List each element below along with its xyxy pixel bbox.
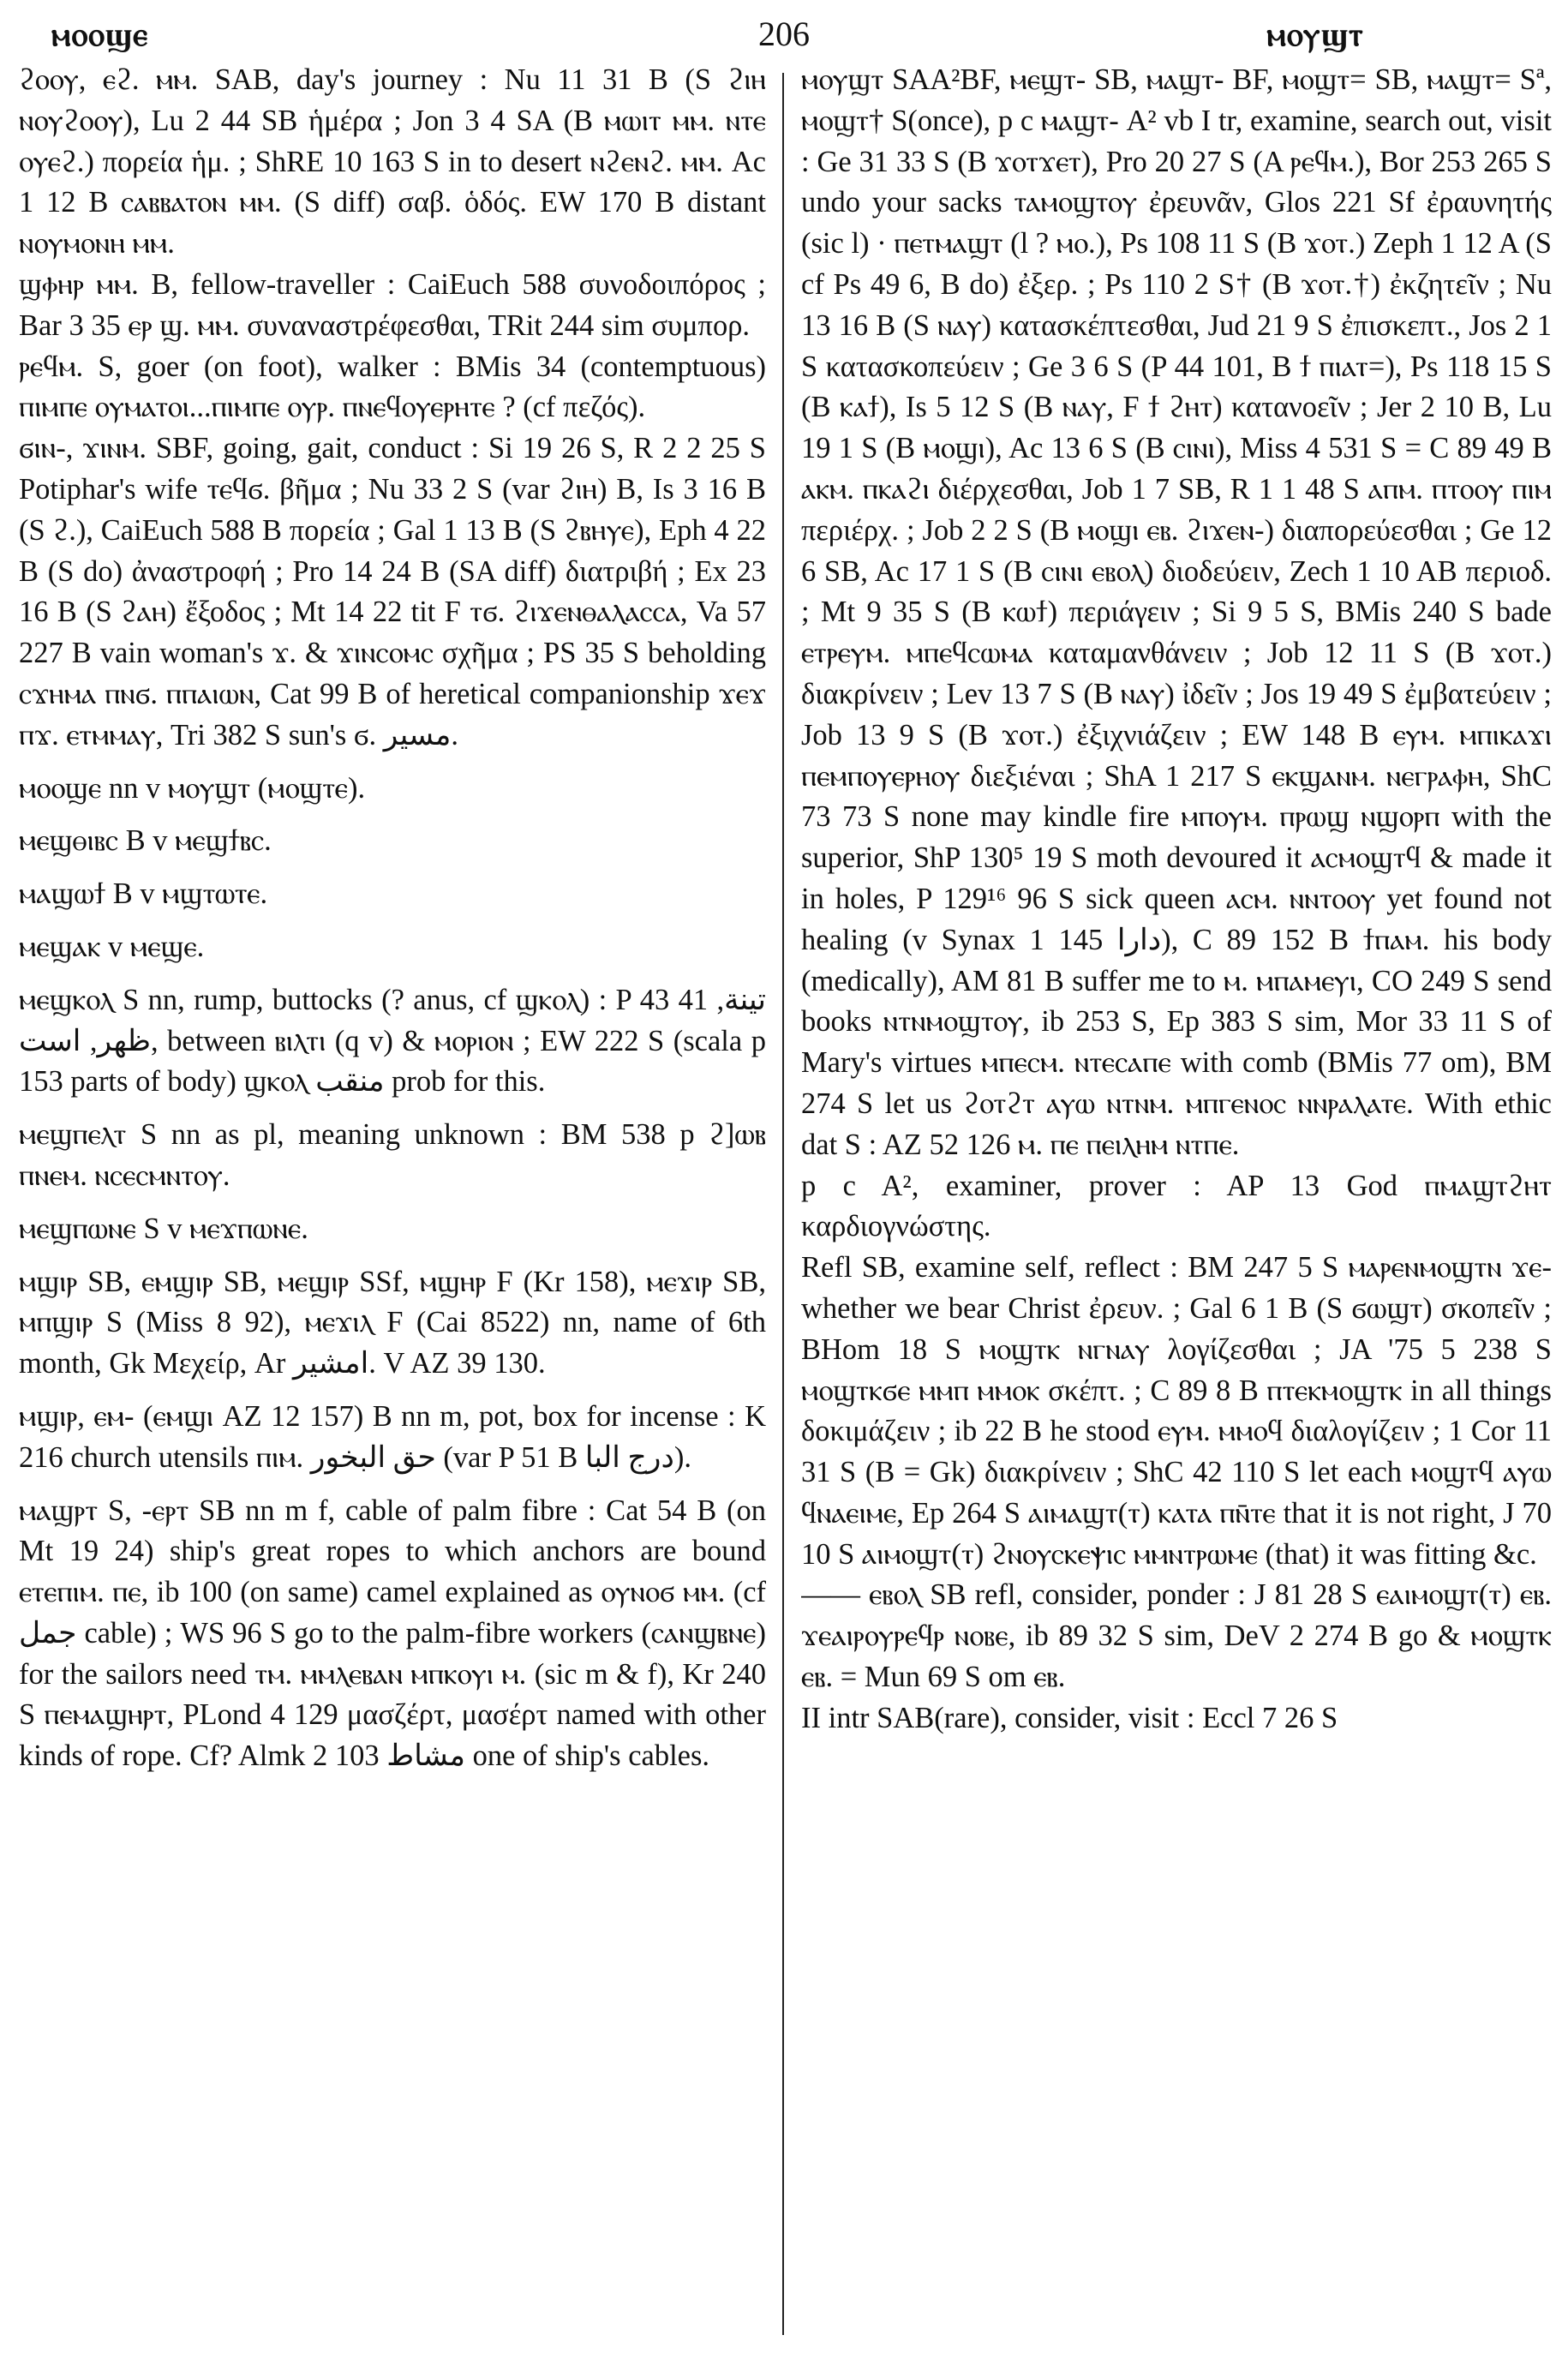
dictionary-entry: ⲙϣⲓⲣ, ⲉⲙ- (ⲉⲙϣⲓ AZ 12 157) B nn m, pot, box for incense : K 216 church utensils ⲡⲓⲙ. حق البخور (var P 51 B درج البا). xyxy=(19,1399,766,1474)
dictionary-entry: ⲙⲁϣⲱϯ B v ⲙϣⲧⲱⲧⲉ. xyxy=(19,877,268,911)
dictionary-entry: ⲙⲉϣⲡⲱⲛⲉ S v ⲙⲉϫⲡⲱⲛⲉ. xyxy=(19,1212,308,1245)
dictionary-entry: ϩⲟⲟⲩ, ⲉϩ. ⲙⲙ. SAB, day's journey : Nu 11 31 B (S ϩⲓⲏ ⲛⲟⲩϩⲟⲟⲩ), Lu 2 44 SB ἡμέρα ; Jon 3 4 SA (B ⲙⲱⲓⲧ ⲙⲙ. ⲛⲧⲉ ⲟⲩⲉϩ.) πορεία ἡμ. ; ShRE 10 163 S in to desert ⲛϩⲉⲛϩ. ⲙⲙ. Ac 1 12 B ⲥⲁⲃⲃⲁⲧⲟⲛ ⲙⲙ. (S diff) σαβ. ὁδός. EW 170 B distant ⲛⲟⲩⲙⲟⲛⲏ ⲙⲙ. xyxy=(19,63,766,260)
dictionary-entry: ⲙϣⲓⲣ SB, ⲉⲙϣⲓⲣ SB, ⲙⲉϣⲓⲣ SSf, ⲙϣⲏⲣ F (Kr 158), ⲙⲉϫⲓⲣ SB, ⲙⲡϣⲓⲣ S (Miss 8 92), ⲙⲉϫⲓⲗ F (Cai 8522) nn, name of 6th month, Gk Μεχείρ, Ar امشير. V AZ 39 130. xyxy=(19,1265,766,1380)
dictionary-entry: ϣⲫⲏⲣ ⲙⲙ. B, fellow-traveller : CaiEuch 588 συνοδοιπόρος ; Bar 3 35 ⲉⲣ ϣ. ⲙⲙ. συναναστρέφεσθαι, TRit 244 sim συμπορ. xyxy=(19,267,766,342)
column-divider xyxy=(782,73,784,2335)
left-column xyxy=(19,60,766,2356)
dictionary-entry: ⲙⲉϣⲕⲟⲗ S nn, rump, buttocks (? anus, cf ϣⲕⲟⲗ) : P 43 41 تينة, ظهر, است, between ⲃⲓⲗⲧⲓ (q v) & ⲙⲟⲣⲓⲟⲛ ; EW 222 S (scala p 153 parts of body) ϣⲕⲟⲗ منقب prob for this. xyxy=(19,983,766,1099)
dictionary-entry: II intr SAB(rare), consider, visit : Eccl 7 26 S xyxy=(801,1701,1338,1734)
dictionary-entry: ⲙⲟⲩϣⲧ SAA²BF, ⲙⲉϣⲧ- SB, ⲙⲁϣⲧ- BF, ⲙⲟϣⲧ= SB, ⲙⲁϣⲧ= Sª, ⲙⲟϣⲧ† S(once), p c ⲙⲁϣⲧ- A² vb I tr, examine, search out, visit : Ge 31 33 S (B ϫⲟⲧϫⲉⲧ), Pro 20 27 S (A ⲣⲉϥⲙ.), Bor 253 265 S undo your sacks ⲧⲁⲙⲟϣⲧⲟⲩ ἐρευνᾶν, Glos 221 Sf ἐραυνητής (sic l) · ⲡⲉⲧⲙⲁϣⲧ (l ? ⲙⲟ.), Ps 108 11 S (B ϫⲟⲧ.) Zeph 1 12 A (S cf Ps 49 6, B do) ἐξερ. ; Ps 110 2 S† (B ϫⲟⲧ.†) ἐκζητεῖν ; Nu 13 16 B (S ⲛⲁⲩ) κατασκέπτεσθαι, Jud 21 9 S ἐπισκεπτ., Jos 2 1 S κατασκοπεύειν ; Ge 3 6 S (P 44 101, B ϯ ⲡⲓⲁⲧ=), Ps 118 15 S (B ⲕⲁϯ), Is 5 12 S (B ⲛⲁⲩ, F ϯ ϩⲏⲧ) κατανοεῖν ; Jer 2 10 B, Lu 19 1 S (B ⲙⲟϣⲓ), Ac 13 6 S (B ⲥⲓⲛⲓ), Miss 4 531 S = C 89 49 B ⲁⲕⲙ. ⲡⲕⲁϩⲓ διέρχεσθαι, Job 1 7 SB, R 1 1 48 S ⲁⲡⲙ. ⲡⲧⲟⲟⲩ ⲡⲓⲙ περιέρχ. ; Job 2 2 S (B ⲙⲟϣⲓ ⲉⲃ. ϩⲓϫⲉⲛ-) διαπορεύεσθαι ; Ge 12 6 SB, Ac 17 1 S (B ⲥⲓⲛⲓ ⲉⲃⲟⲗ) διοδεύειν, Zech 1 10 AB περιοδ. ; Mt 9 35 S (B ⲕⲱϯ) περιάγειν ; Si 9 5 S, BMis 240 S bade ⲉⲧⲣⲉⲩⲙ. ⲙⲡⲉϥⲥⲱⲙⲁ καταμανθάνειν ; Job 12 11 S (B ϫⲟⲧ.) διακρίνειν ; Lev 13 7 S (B ⲛⲁⲩ) ἰδεῖν ; Jos 19 49 S ἐμβατεύειν ; Job 13 9 S (B ϫⲟⲧ.) ἐξιχνιάζειν ; EW 148 B ⲉⲩⲙ. ⲙⲡⲓⲕⲁϫⲓ ⲡⲉⲙⲡⲟⲩⲉⲣⲏⲟⲩ διεξιέναι ; ShA 1 217 S ⲉⲕϣⲁⲛⲙ. ⲛⲉⲅⲣⲁⲫⲏ, ShC 73 73 S none may kindle fire ⲙⲡⲟⲩⲙ. ⲡⲣⲱϣ ⲛϣⲟⲣⲡ with the superior, ShP 130⁵ 19 S moth devoured it ⲁⲥⲙⲟϣⲧϥ & made it in holes, P 129¹⁶ 96 S sick queen ⲁⲥⲙ. ⲛⲛⲧⲟⲟⲩ yet found not healing (v Synax 1 145 دارا), C 89 152 B ϯⲡⲁⲙ. his body (medically), AM 81 B suffer me to ⲙ. ⲙⲡⲁⲙⲉⲩⲓ, CO 249 S send books ⲛⲧⲛⲙⲟϣⲧⲟⲩ, ib 253 S, Ep 383 S sim, Mor 33 11 S of Mary's virtues ⲙⲡⲉⲥⲙ. ⲛⲧⲉⲥⲁⲡⲉ with comb (BMis 77 om), BM 274 S let us ϩⲟⲧϩⲧ ⲁⲩⲱ ⲛⲧⲛⲙ. ⲙⲡⲅⲉⲛⲟⲥ ⲛⲛⲣⲁⲗⲁⲧⲉ. With ethic dat S : AZ 52 126 ⲙ. ⲡⲉ ⲡⲉⲓⲗⲏⲙ ⲛⲧⲡⲉ. xyxy=(801,63,1552,1161)
dictionary-entry: ⲙⲉϣⲑⲓⲃⲥ B v ⲙⲉϣϯⲃⲥ. xyxy=(19,824,272,858)
dictionary-entry: ⲙⲁϣⲣⲧ S, -ⲉⲣⲧ SB nn m f, cable of palm fibre : Cat 54 B (on Mt 19 24) ship's great ropes to which anchors are bound ⲉⲧⲉⲡⲓⲙ. ⲡⲉ, ib 100 (on same) camel explained as ⲟⲩⲛⲟϭ ⲙⲙ. (cf جمل cable) ; WS 96 S go to the palm-fibre workers (ⲥⲁⲛϣⲃⲛⲉ) for the sailors need ⲧⲙ. ⲙⲙⲗⲉⲃⲁⲛ ⲙⲡⲕⲟⲩⲓ ⲙ. (sic m & f), Kr 240 S ⲡⲉⲙⲁϣⲏⲣⲧ, PLond 4 129 μασζέρτ, μασέρτ named with other kinds of rope. Cf? Almk 2 103 مشاط one of ship's cables. xyxy=(19,1494,766,1773)
right-column xyxy=(801,60,1552,2356)
dictionary-entry: ϭⲓⲛ-, ϫⲓⲛⲙ. SBF, going, gait, conduct : Si 19 26 S, R 2 2 25 S Potiphar's wife ⲧⲉϥϭ. βῆμα ; Nu 33 2 S (var ϩⲓⲏ) B, Is 3 16 B (S ϩ.), CaiEuch 588 B πορεία ; Gal 1 13 B (S ϩⲃⲏⲩⲉ), Eph 4 22 B (S do) ἀναστροφή ; Pro 14 24 B (SA diff) διατριβή ; Ex 23 16 B (S ϩⲁⲏ) ἔξοδος ; Mt 14 22 tit F ⲧϭ. ϩⲓϫⲉⲛⲑⲁⲗⲁⲥⲥⲁ, Va 57 227 B vain woman's ϫ. & ϫⲓⲛⲥⲟⲙⲥ σχῆμα ; PS 35 S beholding ⲥϫⲏⲙⲁ ⲡⲛϭ. ⲡⲡⲁⲓⲱⲛ, Cat 99 B of heretical companionship ϫⲉϫ ⲡϫ. ⲉⲧⲙⲙⲁⲩ, Tri 382 S sun's ϭ. مسير. xyxy=(19,432,766,751)
dictionary-entry: ⲙⲟⲟϣⲉ nn v ⲙⲟⲩϣⲧ (ⲙⲟϣⲧⲉ). xyxy=(19,771,366,805)
dictionary-entry: ⲙⲉϣⲡⲉⲗⲧ S nn as pl, meaning unknown : BM 538 p ϩ]ⲱⲃ ⲡⲛⲉⲙ. ⲛⲥⲉⲥⲙⲛⲧⲟⲩ. xyxy=(19,1118,766,1192)
running-head-right: ⲙⲟⲩϣⲧ xyxy=(1266,15,1364,53)
running-head-left: ⲙⲟⲟϣⲉ xyxy=(51,15,149,53)
dictionary-entry: ⲣⲉϥⲙ. S, goer (on foot), walker : BMis 34 (contemptuous) ⲡⲓⲙⲡⲉ ⲟⲩⲙⲁⲧⲟⲓ...ⲡⲓⲙⲡⲉ ⲟⲩⲣ. ⲡⲛⲉϥⲟⲩⲉⲣⲏⲧⲉ ? (cf πεζός). xyxy=(19,350,766,424)
page-number: 206 xyxy=(758,15,810,53)
dictionary-entry: Refl SB, examine self, reflect : BM 247 5 S ⲙⲁⲣⲉⲛⲙⲟϣⲧⲛ ϫⲉ- whether we bear Christ ἐρευν. ; Gal 6 1 B (S ϭⲱϣⲧ) σκοπεῖν ; BHom 18 S ⲙⲟϣⲧⲕ ⲛⲅⲛⲁⲩ λογίζεσθαι ; JA '75 5 238 S ⲙⲟϣⲧⲕϭⲉ ⲙⲙⲡ ⲙⲙⲟⲕ σκέπτ. ; C 89 8 B ⲡⲧⲉⲕⲙⲟϣⲧⲕ in all things δοκιμάζειν ; ib 22 B he stood ⲉⲩⲙ. ⲙⲙⲟϥ διαλογίζειν ; 1 Cor 11 31 S (B = Gk) διακρίνειν ; ShC 42 110 S let each ⲙⲟϣⲧϥ ⲁⲩⲱ ϥⲛⲁⲉⲓⲙⲉ, Ep 264 S ⲁⲓⲙⲁϣⲧ(ⲧ) ⲕⲁⲧⲁ ⲡⲛ̄ⲧⲉ that it is not right, J 70 10 S ⲁⲓⲙⲟϣⲧ(ⲧ) ϩⲛⲟⲩⲥⲕⲉⲯⲓⲥ ⲙⲙⲛⲧⲣⲱⲙⲉ (that) it was fitting &c. xyxy=(801,1251,1552,1571)
dictionary-entry: ⲙⲉϣⲁⲕ v ⲙⲉϣⲉ. xyxy=(19,930,205,963)
dictionary-entry: —— ⲉⲃⲟⲗ SB refl, consider, ponder : J 81 28 S ⲉⲁⲓⲙⲟϣⲧ(ⲧ) ⲉⲃ. ϫⲉⲁⲓⲣⲟⲩⲣⲉϥⲣ ⲛⲟⲃⲉ, ib 89 32 S sim, DeV 2 274 B go & ⲙⲟϣⲧⲕ ⲉⲃ. = Mun 69 S om ⲉⲃ. xyxy=(801,1578,1552,1694)
dictionary-entry: p c A², examiner, prover : AP 13 God ⲡⲙⲁϣⲧϩⲏⲧ καρδιογνώστης. xyxy=(801,1169,1552,1243)
